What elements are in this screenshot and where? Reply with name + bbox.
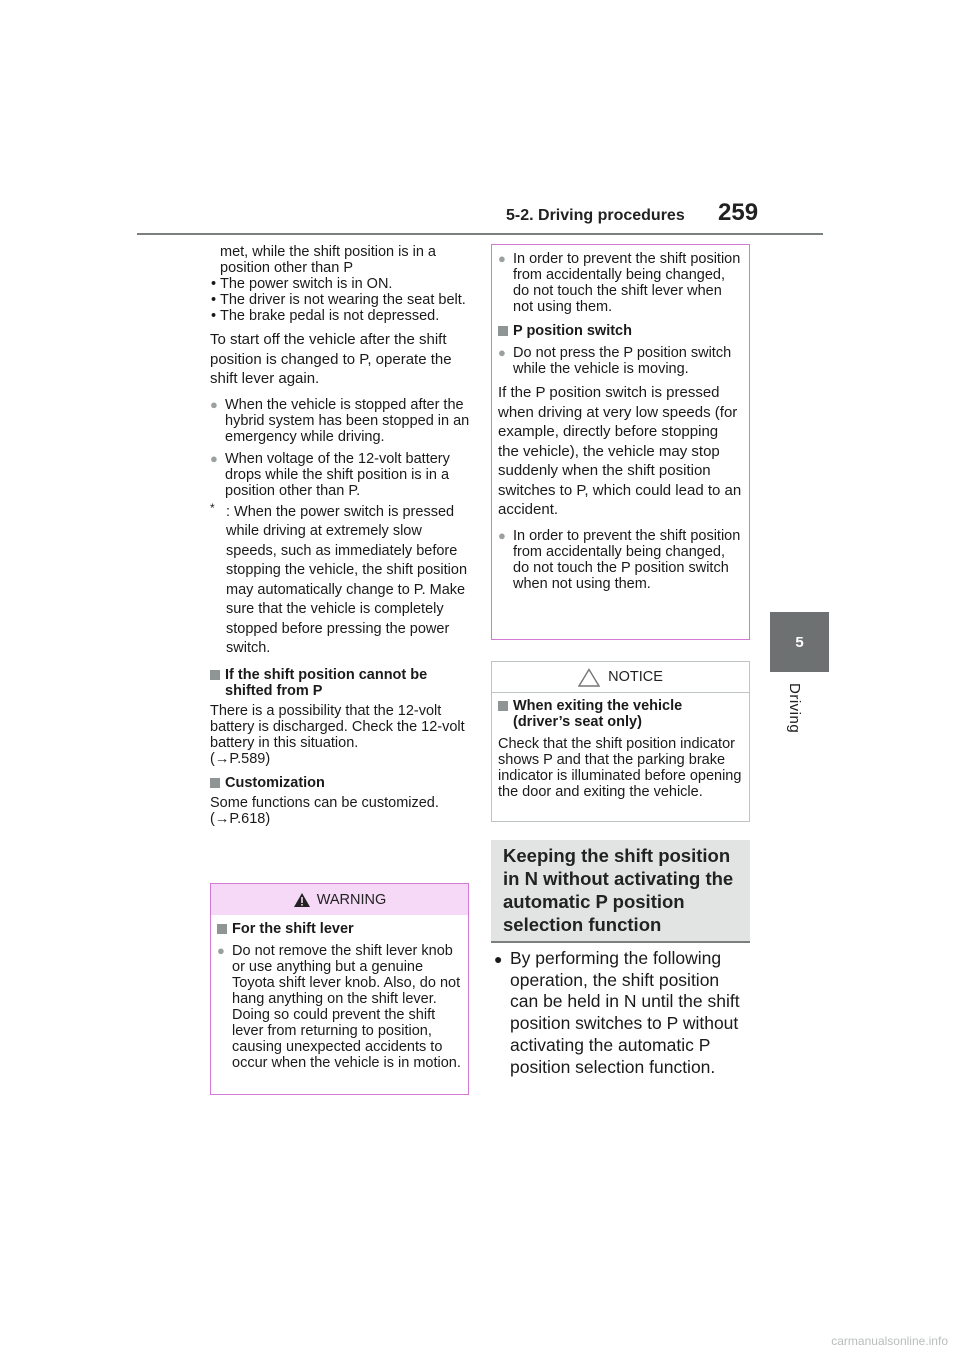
list-item: ● Do not press the P position switch while the vehicle is moving. — [498, 345, 732, 377]
caution-triangle-icon — [578, 668, 600, 687]
list-item: ● Do not remove the shift lever knob or use anything but a genuine Toyota shift lever knob. Also, do not hang anything on the shift lever. Doing so could prevent the shift lever from returning to position, causing unexpected accidents to occur when the vehicle is in motion. — [217, 943, 461, 1071]
bullet-dot-icon: ● — [210, 396, 218, 412]
footnote: * : When the power switch is pressed while driving at extremely slow speeds, such as immediately before stopping the vehicle, the shift position may automatically change to P. Make sure that the vehicle is completely stopped before pressing the power switch. — [210, 500, 468, 656]
warning-title: WARNING — [316, 891, 387, 908]
header-divider — [137, 233, 823, 235]
bullet-dot-icon: ● — [210, 450, 218, 466]
list-item: • The power switch is in ON. — [211, 276, 393, 292]
bullet-dot-icon: ● — [498, 527, 506, 543]
list-item: • The brake pedal is not depressed. — [211, 308, 440, 324]
page-header — [0, 0, 960, 240]
square-bullet-icon — [498, 701, 508, 711]
bullet-dot-icon: ● — [494, 951, 503, 967]
paragraph: There is a possibility that the 12-volt battery is discharged. Check the 12-volt battery in this situation. — [210, 702, 465, 751]
square-bullet-icon — [498, 326, 508, 336]
subsection-heading: Customization — [210, 775, 470, 791]
chapter-tab[interactable]: 5 — [770, 612, 829, 672]
list-item: • The driver is not wearing the seat belt. — [211, 292, 466, 308]
paragraph: If the P position switch is pressed when driving at very low speeds (for example, directly before stopping the vehicle), the vehicle may stop suddenly when the shift position switches to P, which could lead to an accident. — [498, 384, 742, 518]
chapter-label: Driving — [786, 683, 803, 734]
warning-box — [210, 883, 469, 1095]
bullet-dot-icon: ● — [498, 345, 506, 360]
page-number: 259 — [718, 199, 759, 226]
bullet-dot-icon: ● — [498, 251, 506, 266]
warning-header — [211, 884, 468, 915]
page-reference-link[interactable]: (→P.618) — [210, 810, 271, 827]
list-item: ● When the vehicle is stopped after the hybrid system has been stopped in an emergency while driving. — [210, 396, 470, 445]
list-item: ● When voltage of the 12-volt battery drops while the shift position is in a position other than P. — [210, 450, 450, 499]
section-title: 5-2. Driving procedures — [506, 207, 685, 224]
paragraph: Some functions can be customized. — [210, 794, 439, 811]
section-heading: Keeping the shift position in N without activating the automatic P position selection function — [491, 840, 750, 943]
subsection-heading: When exiting the vehicle (driver’s seat only) — [498, 698, 743, 730]
continued-text-line: met, while the shift position is in a — [220, 244, 436, 260]
notice-title: NOTICE — [608, 669, 663, 685]
notice-box — [491, 661, 750, 822]
watermark: carmanualsonline.info — [831, 1334, 948, 1348]
list-item: ● In order to prevent the shift position from accidentally being changed, do not touch the shift lever when not using them. — [498, 251, 741, 315]
subsection-heading: If the shift position cannot be shifted from P — [210, 667, 470, 699]
subsection-heading: For the shift lever — [217, 921, 462, 937]
left-column — [210, 244, 470, 827]
continued-text-line: position other than P — [220, 260, 354, 276]
list-item: ● In order to prevent the shift position from accidentally being changed, do not touch the P position switch when not using them. — [498, 527, 741, 592]
paragraph: Check that the shift position indicator shows P and that the parking brake indicator is illuminated before opening the door and exiting the vehicle. — [498, 736, 742, 800]
bullet-dot-icon: ● — [217, 943, 225, 958]
square-bullet-icon — [210, 778, 220, 788]
warning-triangle-icon — [293, 892, 311, 908]
notice-header — [492, 662, 749, 693]
square-bullet-icon — [217, 924, 227, 934]
paragraph: To start off the vehicle after the shift position is changed to P, operate the shift lever again. — [210, 331, 452, 387]
subsection-heading: P position switch — [498, 323, 743, 339]
list-item: ● By performing the following operation, the shift position can be held in N until the shift position switches to P without activating the automatic P position selection function. — [494, 948, 740, 1077]
square-bullet-icon — [210, 670, 220, 680]
page-reference-link[interactable]: (→P.589) — [210, 750, 271, 767]
warning-continued-box — [491, 244, 750, 640]
